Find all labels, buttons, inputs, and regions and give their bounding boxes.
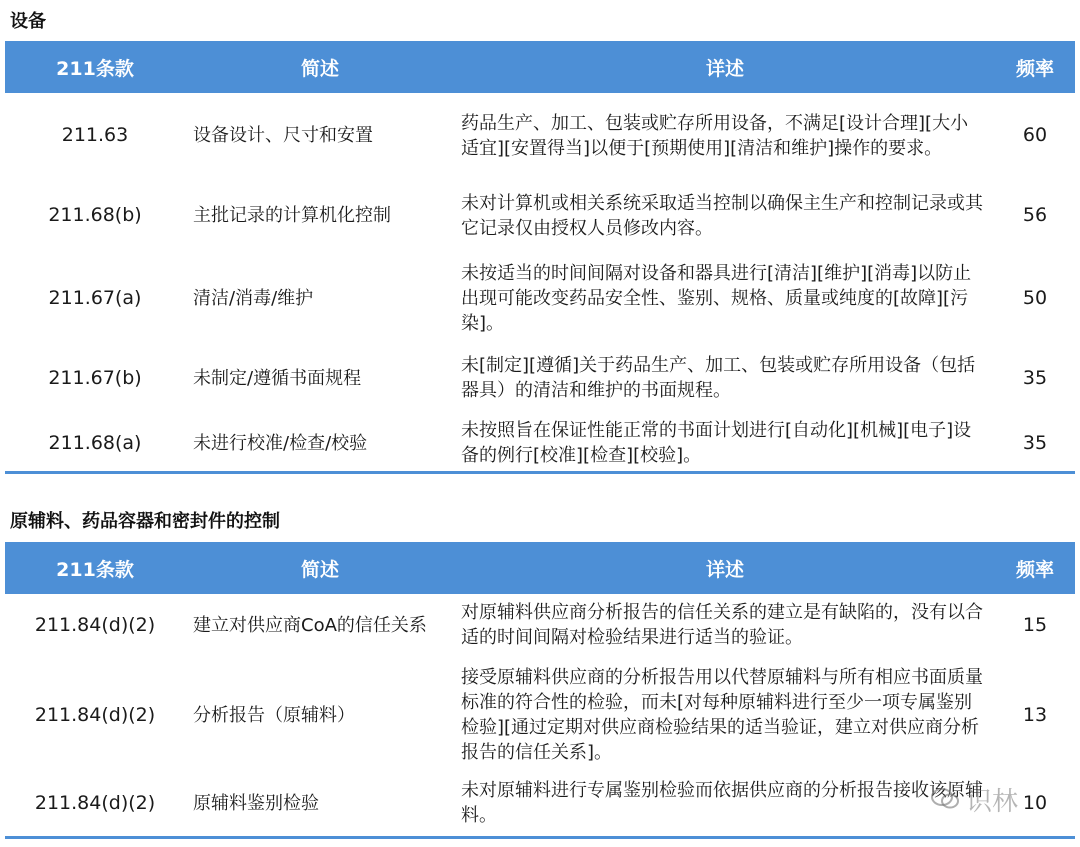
chat-bubble-icon	[930, 786, 960, 812]
detail-cell: 未[制定][遵循]关于药品生产、加工、包装或贮存所用设备（包括器具）的清洁和维护的书面规程。	[461, 355, 976, 401]
header-summary: 简述	[300, 558, 339, 581]
detail-cell: 接受原辅料供应商的分析报告用以代替原辅料与所有相应书面质量标准的符合性的检验，而未[对每种原辅料进行至少一项专属鉴别检验][通过定期对供应商检验结果的适当验证，建立对供应商分析报告的信任关系]。	[461, 667, 983, 763]
table-row	[5, 656, 1075, 774]
table-row	[5, 253, 1075, 343]
header-clause: 211条款	[56, 558, 134, 581]
clause-cell: 211.67(a)	[48, 286, 142, 309]
frequency-cell: 10	[1022, 791, 1048, 814]
table-header-row	[5, 41, 1075, 93]
frequency-cell: 60	[1022, 124, 1048, 146]
detail-cell: 未按照旨在保证性能正常的书面计划进行[自动化][机械][电子]设备的例行[校准][检查][校验]。	[461, 420, 972, 466]
frequency-cell: 50	[1022, 286, 1048, 309]
clause-cell: 211.84(d)(2)	[34, 613, 156, 636]
summary-cell: 未制定/遵循书面规程	[193, 367, 362, 389]
table-row	[5, 93, 1075, 178]
clause-cell: 211.68(a)	[48, 431, 142, 454]
summary-cell: 原辅料鉴别检验	[193, 792, 319, 814]
summary-cell: 清洁/消毒/维护	[193, 287, 314, 309]
section-title-materials: 原辅料、药品容器和密封件的控制	[10, 511, 280, 532]
frequency-cell: 56	[1022, 204, 1048, 226]
header-frequency: 频率	[1015, 57, 1054, 80]
clause-cell: 211.67(b)	[48, 366, 142, 389]
header-frequency: 频率	[1015, 558, 1054, 581]
clause-cell: 211.84(d)(2)	[34, 791, 156, 814]
table-header-row	[5, 542, 1075, 594]
detail-cell: 未对原辅料进行专属鉴别检验而依据供应商的分析报告接收该原辅料。	[461, 780, 983, 826]
clause-cell: 211.63	[61, 124, 129, 146]
table-bottom-rule	[5, 471, 1075, 474]
table-row	[5, 178, 1075, 253]
table-bottom-rule	[5, 836, 1075, 839]
watermark-text: 识林	[966, 786, 1019, 817]
watermark	[930, 782, 1070, 816]
summary-cell: 未进行校准/检查/校验	[193, 432, 368, 454]
frequency-cell: 13	[1022, 703, 1048, 726]
equipment-table	[5, 41, 1075, 473]
frequency-cell: 15	[1022, 613, 1048, 636]
summary-cell: 主批记录的计算机化控制	[193, 205, 391, 226]
header-clause: 211条款	[56, 57, 134, 80]
detail-cell: 未按适当的时间间隔对设备和器具进行[清洁][维护][消毒]以防止出现可能改变药品安全性、鉴别、规格、质量或纯度的[故障][污染]。	[461, 262, 972, 334]
table-row	[5, 413, 1075, 473]
detail-cell: 未对计算机或相关系统采取适当控制以确保主生产和控制记录或其它记录仅由授权人员修改内容。	[461, 192, 983, 239]
table-row	[5, 594, 1075, 656]
summary-cell: 分析报告（原辅料）	[193, 704, 355, 726]
header-detail: 详述	[705, 558, 744, 581]
header-detail: 详述	[705, 57, 744, 80]
table-row	[5, 774, 1075, 832]
header-summary: 简述	[300, 57, 339, 80]
materials-table	[5, 542, 1075, 832]
detail-cell: 药品生产、加工、包装或贮存所用设备，不满足[设计合理][大小适宜][安置得当]以便于[预期使用][清洁和维护]操作的要求。	[461, 112, 969, 159]
table-row	[5, 343, 1075, 413]
frequency-cell: 35	[1022, 366, 1048, 389]
frequency-cell: 35	[1022, 431, 1048, 454]
summary-cell: 设备设计、尺寸和安置	[193, 125, 373, 146]
clause-cell: 211.84(d)(2)	[34, 703, 156, 726]
section-title-equipment: 设备	[10, 11, 46, 32]
detail-cell: 对原辅料供应商分析报告的信任关系的建立是有缺陷的，没有以合适的时间间隔对检验结果进行适当的验证。	[461, 602, 983, 648]
summary-cell: 建立对供应商CoA的信任关系	[193, 614, 427, 636]
clause-cell: 211.68(b)	[48, 204, 142, 226]
